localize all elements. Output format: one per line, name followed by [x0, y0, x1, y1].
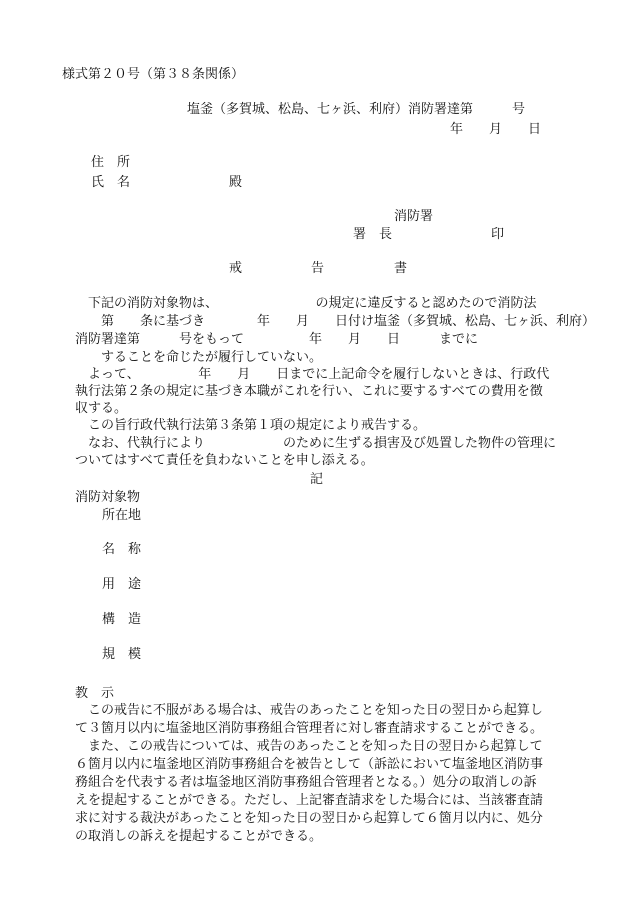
body-line: することを命じたが履行していない。	[75, 350, 323, 365]
document-title-char-3: 書	[394, 261, 408, 276]
document-title-char-2: 告	[311, 261, 325, 276]
office-number-line: 塩釜（多賀城、松島、七ヶ浜、利府）消防署達第 号	[187, 102, 526, 117]
instruction-line: 務組合を代表する者は塩釜地区消防事務組合管理者となる。）処分の取消しの訴	[75, 775, 537, 790]
honorific: 殿	[229, 175, 243, 190]
target-scale-label: 規 模	[102, 647, 142, 662]
instruction-line: 求に対する裁決があったことを知った日の翌日から起算して６箇月以内に、処分	[75, 811, 543, 826]
instruction-heading: 教 示	[75, 686, 115, 701]
instruction-line: この戒告に不服がある場合は、戒告のあったことを知った日の翌日から起算し	[75, 703, 543, 718]
target-use-label: 用 途	[102, 577, 142, 592]
sender-chief-label: 署 長	[353, 227, 393, 242]
document-title-char-1: 戒	[229, 261, 243, 276]
target-location-label: 所在地	[102, 508, 142, 523]
body-line: 収する。	[75, 401, 128, 416]
instruction-line: また、この戒告については、戒告のあったことを知った日の翌日から起算して	[75, 739, 543, 754]
target-name-label: 名 称	[102, 542, 142, 557]
body-line: ついてはすべて責任を負わないことを申し添える。	[75, 453, 374, 468]
body-line: 第 条に基づき 年 月 日付け塩釜（多賀城、松島、七ヶ浜、利府）	[75, 314, 596, 329]
body-line: なお、代執行により のために生ずる損害及び処置した物件の管理に	[75, 436, 557, 451]
target-heading: 消防対象物	[75, 490, 141, 505]
sender-office: 消防署	[394, 209, 434, 224]
record-label: 記	[310, 472, 324, 487]
target-structure-label: 構 造	[102, 612, 142, 627]
issue-date: 年 月 日	[450, 122, 542, 137]
instruction-line: ６箇月以内に塩釜地区消防事務組合を被告として（訴訟において塩釜地区消防事	[75, 757, 544, 772]
address-label: 住 所	[91, 155, 131, 170]
instruction-line: えを提起することができる。ただし、上記審査請求をした場合には、当該審査請	[75, 793, 544, 808]
body-line: 下記の消防対象物は、 の規定に違反すると認めたので消防法	[75, 296, 537, 311]
instruction-line: の取消しの訴えを提起することができる。	[75, 829, 323, 844]
body-line: よって、 年 月 日までに上記命令を履行しないときは、行政代	[75, 367, 550, 382]
instruction-line: て３箇月以内に塩釜地区消防事務組合管理者に対し審査請求することができる。	[75, 721, 544, 736]
body-line: この旨行政代執行法第３条第１項の規定により戒告する。	[75, 418, 427, 433]
body-line: 執行法第２条の規定に基づき本職がこれを行い、これに要するすべての費用を徴	[75, 384, 543, 399]
seal-mark: 印	[491, 227, 505, 242]
form-number: 様式第２０号（第３８条関係）	[62, 67, 245, 82]
body-line: 消防署達第 号をもって 年 月 日 までに	[75, 332, 479, 347]
name-label: 氏 名	[91, 175, 131, 190]
